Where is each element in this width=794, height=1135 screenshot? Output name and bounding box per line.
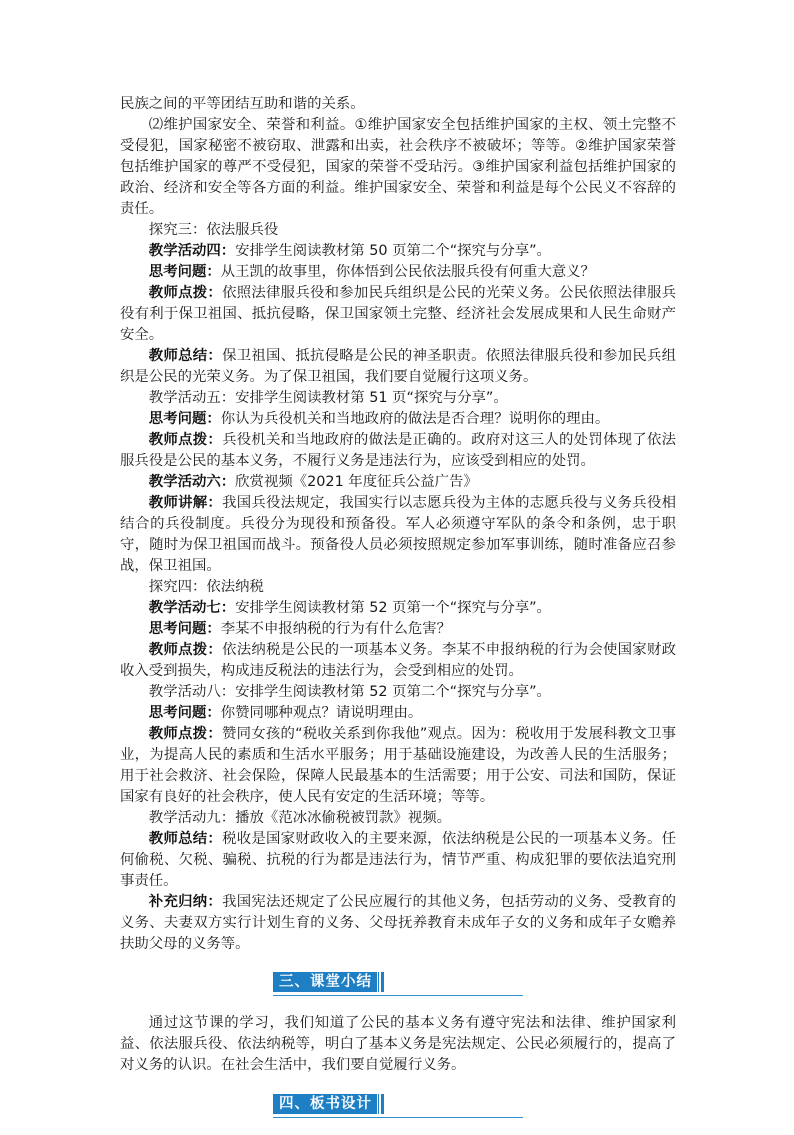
section-heading-board xyxy=(273,1093,523,1118)
paragraph xyxy=(120,220,676,241)
paragraph-text: 保卫祖国、抵抗侵略是公民的神圣职责。依照法律服兵役和参加民兵组织是公民的光荣义务。为了保卫祖国，我们要自觉履行这项义务。 xyxy=(120,348,676,385)
paragraph-text: 教学活动九：播放《范冰冰偷税被罚款》视频。 xyxy=(148,810,452,826)
paragraph-text: 安排学生阅读教材第 52 页第一个“探究与分享”。 xyxy=(235,600,551,616)
paragraph-text: 教学活动五：安排学生阅读教材第 51 页“探究与分享”。 xyxy=(148,390,508,406)
paragraph xyxy=(120,409,676,430)
paragraph-text: 你赞同哪种观点？请说明理由。 xyxy=(220,705,423,721)
paragraph-text: 欣赏视频《2021 年度征兵公益广告》 xyxy=(235,474,478,490)
paragraph-label: 教师总结： xyxy=(148,348,223,364)
paragraph xyxy=(120,703,676,724)
paragraph xyxy=(120,388,676,409)
paragraph xyxy=(120,430,676,472)
section-heading-summary-label: 三、课堂小结 xyxy=(273,972,379,992)
paragraph xyxy=(120,598,676,619)
paragraph-text: 依法纳税是公民的一项基本义务。李某不申报纳税的行为会使国家财政收入受到损失，构成违反税法的违法行为，会受到相应的处罚。 xyxy=(120,642,676,679)
paragraph-text: 你认为兵役机关和当地政府的做法是否合理？说明你的理由。 xyxy=(220,411,610,427)
document-body xyxy=(120,94,676,1135)
summary-paragraph: 通过这节课的学习，我们知道了公民的基本义务有遵守宪法和法律、维护国家利益、依法服兵役、依法纳税等，明白了基本义务是宪法规定、公民必须履行的，提高了对义务的认识。在社会生活中，我们要自觉履行义务。 xyxy=(120,1015,676,1073)
paragraph-text: 民族之间的平等团结互助和谐的关系。 xyxy=(120,96,365,112)
paragraph xyxy=(120,724,676,808)
paragraph-label: 教师点拨： xyxy=(148,285,223,301)
paragraph xyxy=(120,640,676,682)
heading-divider xyxy=(377,1094,378,1114)
paragraph xyxy=(120,619,676,640)
paragraph xyxy=(120,346,676,388)
paragraph-label: 教师总结： xyxy=(148,831,223,847)
paragraph-label: 教学活动四： xyxy=(148,243,236,259)
paragraph-text: 探究四：依法纳税 xyxy=(148,579,264,595)
paragraph-label: 教师点拨： xyxy=(148,726,222,742)
paragraph xyxy=(120,94,676,115)
heading-divider xyxy=(377,972,378,992)
section-heading-summary xyxy=(273,971,523,996)
paragraph xyxy=(120,493,676,577)
paragraph-text: 赞同女孩的“税收关系到你我他”观点。因为：税收用于发展科教文卫事业，为提高人民的素质和生活水平服务；用于基础设施建设，为改善人民的生活服务；用于社会救济、社会保险，保障人民最基本的生活需要；用于公安、司法和国防，保证国家有良好的社会秩序，使人民有安定的生活环境；等等。 xyxy=(120,726,676,805)
paragraph-text: 我国兵役法规定，我国实行以志愿兵役为主体的志愿兵役与义务兵役相结合的兵役制度。兵役分为现役和预备役。军人必须遵守军队的条令和条例，忠于职守，随时为保卫祖国而战斗。预备役人员必须按照规定参加军事训练，随时准备应召参战，保卫祖国。 xyxy=(120,495,676,574)
heading-accent-bar xyxy=(381,1094,384,1114)
paragraph-label: 教学活动七： xyxy=(148,600,236,616)
paragraph xyxy=(120,472,676,493)
section-heading-board-label: 四、板书设计 xyxy=(273,1094,379,1114)
section-heading-summary-wrap xyxy=(120,971,676,996)
heading-accent-bar xyxy=(381,972,384,992)
paragraph-label: 思考问题： xyxy=(148,411,221,427)
paragraph-text: ⑵维护国家安全、荣誉和利益。①维护国家安全包括维护国家的主权、领土完整不受侵犯，国家秘密不被窃取、泄露和出卖，社会秩序不被破坏；等等。②维护国家荣誉包括维护国家的尊严不受侵犯，国家的荣誉不受玷污。③维护国家利益包括维护国家的政治、经济和安全等各方面的利益。维护国家安全、荣誉和利益是每个公民义不容辞的责任。 xyxy=(120,117,676,217)
paragraph xyxy=(120,283,676,346)
paragraph xyxy=(120,892,676,955)
paragraph-label: 教师点拨： xyxy=(148,642,223,658)
paragraph xyxy=(120,682,676,703)
paragraph-label: 教学活动六： xyxy=(148,474,236,490)
paragraph-label: 补充归纳： xyxy=(148,894,223,910)
paragraph-label: 教师点拨： xyxy=(148,432,223,448)
paragraph-text: 税收是国家财政收入的主要来源，依法纳税是公民的一项基本义务。任何偷税、欠税、骗税、抗税的行为都是违法行为，情节严重、构成犯罪的要依法追究刑事责任。 xyxy=(120,831,676,889)
paragraph xyxy=(120,262,676,283)
paragraph xyxy=(120,577,676,598)
paragraph xyxy=(120,115,676,220)
paragraph-text: 教学活动八：安排学生阅读教材第 52 页第二个“探究与分享”。 xyxy=(148,684,551,700)
paragraph xyxy=(120,829,676,892)
paragraph-text: 我国宪法还规定了公民应履行的其他义务，包括劳动的义务、受教育的义务、夫妻双方实行计划生育的义务、父母抚养教育未成年子女的义务和成年子女赡养扶助父母的义务等。 xyxy=(120,894,676,952)
section-heading-board-wrap xyxy=(120,1093,676,1118)
paragraph-label: 思考问题： xyxy=(148,264,221,280)
paragraph-text: 依照法律服兵役和参加民兵组织是公民的光荣义务。公民依照法律服兵役有利于保卫祖国、抵抗侵略，保卫国家领土完整、经济社会发展成果和人民生命财产安全。 xyxy=(120,285,676,343)
paragraph-label: 思考问题： xyxy=(148,621,221,637)
paragraph xyxy=(120,241,676,262)
paragraph-text: 兵役机关和当地政府的做法是正确的。政府对这三人的处罚体现了依法服兵役是公民的基本义务，不履行义务是违法行为，应该受到相应的处罚。 xyxy=(120,432,676,469)
paragraph-text: 李某不申报纳税的行为有什么危害？ xyxy=(220,621,452,637)
paragraph-label: 思考问题： xyxy=(148,705,221,721)
paragraph-label: 教师讲解： xyxy=(148,495,223,511)
paragraph-text: 从王凯的故事里，你体悟到公民依法服兵役有何重大意义？ xyxy=(220,264,595,280)
paragraph-text: 安排学生阅读教材第 50 页第二个“探究与分享”。 xyxy=(235,243,551,259)
paragraph xyxy=(120,808,676,829)
lesson-paragraphs xyxy=(120,94,676,955)
paragraph-text: 探究三：依法服兵役 xyxy=(148,222,279,238)
